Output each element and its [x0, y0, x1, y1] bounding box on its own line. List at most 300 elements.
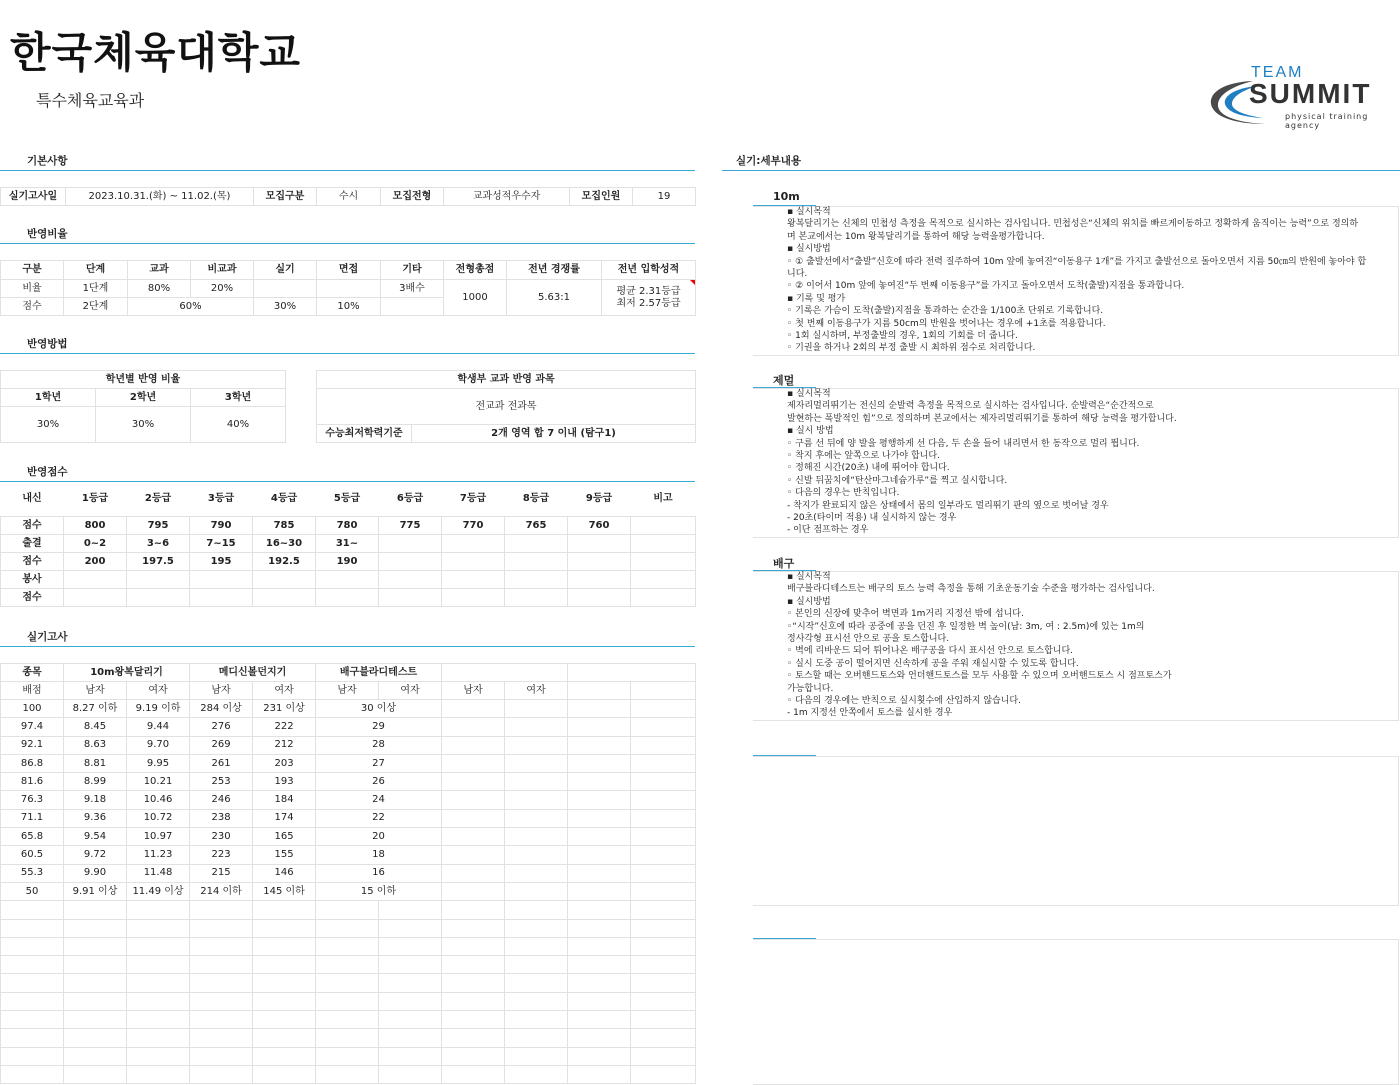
empty-cell: [442, 1047, 505, 1065]
empty-cell: [316, 956, 379, 974]
empty-cell: [505, 809, 568, 827]
detail-title-jump: 제멀: [773, 374, 795, 387]
score-cell: 16~30: [253, 535, 316, 553]
score-cell: [505, 535, 568, 553]
score-row-label: 점수: [1, 517, 64, 535]
empty-cell: [190, 1047, 253, 1065]
score-cell: 785: [253, 517, 316, 535]
practical-cell: 30 이상: [316, 700, 442, 718]
section-divider: [0, 170, 695, 171]
empty-cell: [190, 937, 253, 955]
practical-cell: 214 이하: [190, 882, 253, 900]
empty-cell: [316, 1011, 379, 1029]
detail-line: 왕복달리기는 신체의 민첩성 측정을 목적으로 실시하는 검사입니다. 민첩성은“신체의 위치를 빠르게이동하고 정확하게 움직이는 능력”으로 정의하: [787, 219, 1359, 230]
empty-cell: [253, 1011, 316, 1029]
practical-cell: 222: [253, 718, 316, 736]
empty-row: [1, 1065, 696, 1083]
empty-cell: [631, 736, 696, 754]
ratio-header: 비교과: [191, 261, 254, 280]
grade-label: 3학년: [191, 389, 286, 407]
practical-cell: 27: [316, 754, 442, 772]
empty-cell: [442, 956, 505, 974]
practical-cell: 9.95: [127, 754, 190, 772]
empty-row: [1, 1047, 696, 1065]
score-header: 3등급: [207, 492, 235, 504]
score-header: 5등급: [333, 492, 361, 504]
subject-value: 전교과 전과목: [317, 389, 696, 425]
practical-cell: 10.46: [127, 791, 190, 809]
csat-label: 수능최저학력기준: [317, 425, 412, 443]
practical-cell: 9.44: [127, 718, 190, 736]
gender-label: 여자: [253, 682, 316, 700]
empty-cell: [568, 754, 631, 772]
detail-title-volleyball: 배구: [773, 557, 795, 570]
ratio-table: [0, 260, 696, 316]
score-cell: [316, 589, 379, 607]
score-row: [1, 553, 696, 571]
empty-cell: [379, 1047, 442, 1065]
practical-row: [1, 700, 696, 718]
score-cell: 192.5: [253, 553, 316, 571]
empty-cell: [379, 992, 442, 1010]
ratio-cell: [381, 298, 444, 316]
practical-score: 50: [1, 882, 64, 900]
empty-cell: [631, 809, 696, 827]
empty-cell: [127, 1011, 190, 1029]
ratio-header: 전형총점: [444, 261, 507, 280]
event-label: 종목: [1, 664, 64, 682]
score-cell: [64, 571, 127, 589]
score-cell: [568, 571, 631, 589]
total-score: 1000: [444, 280, 507, 316]
admission-grade-avg: 평균 2.31등급: [616, 285, 681, 297]
empty-cell: [442, 846, 505, 864]
practical-cell: 212: [253, 736, 316, 754]
detail-line: ◦ 신발 뒤꿈치에“탄산마그네슘가루”를 찍고 실시합니다.: [787, 475, 1008, 486]
score-cell: [442, 571, 505, 589]
admission-type-label: 모집전형: [381, 188, 444, 206]
detail-line: ◦ ① 출발선에서“출발”신호에 따라 전력 질주하여 10m 앞에 놓여진“이동용구 1개”를 가지고 출발선으로 돌아오면서 지름 50㎝의 반원에 놓아야 합: [787, 256, 1367, 267]
practical-cell: 26: [316, 773, 442, 791]
empty-cell: [127, 1047, 190, 1065]
practical-cell: 9.70: [127, 736, 190, 754]
detail-line: - 착지가 완료되지 않은 상태에서 몸의 일부라도 멀리뛰기 판의 옆으로 벗어날 경우: [787, 500, 1109, 511]
empty-row: [1, 1029, 696, 1047]
empty-cell: [631, 700, 696, 718]
empty-cell: [631, 754, 696, 772]
practical-cell: 11.49 이상: [127, 882, 190, 900]
empty-cell: [190, 956, 253, 974]
empty-cell: [1, 937, 64, 955]
score-row-label: 봉사: [1, 571, 64, 589]
empty-cell: [379, 1029, 442, 1047]
section-title-score: 반영점수: [27, 466, 68, 478]
score-row: [1, 535, 696, 553]
practical-cell: 238: [190, 809, 253, 827]
practical-score: 92.1: [1, 736, 64, 754]
score-header: 7등급: [459, 492, 487, 504]
empty-cell: [568, 664, 696, 682]
detail-line: ◦ 실시 도중 공이 떨어지면 신속하게 공을 주워 재실시할 수 있도록 합니다.: [787, 658, 1079, 669]
empty-cell: [379, 901, 442, 919]
empty-cell: [1, 919, 64, 937]
score-cell: [253, 571, 316, 589]
empty-cell: [190, 901, 253, 919]
detail-line: ▪ 실시방법: [787, 244, 831, 255]
practical-cell: 261: [190, 754, 253, 772]
score-header: 내신: [22, 492, 42, 504]
empty-cell: [64, 956, 127, 974]
empty-cell: [568, 882, 631, 900]
empty-cell: [127, 1065, 190, 1083]
empty-row: [1, 919, 696, 937]
practical-row: [1, 754, 696, 772]
ratio-header: 면접: [317, 261, 381, 280]
score-cell: [190, 571, 253, 589]
empty-cell: [505, 974, 568, 992]
detail-line: ◦ 구름 선 뒤에 양 발을 평행하게 선 다음, 두 손을 들어 내리면서 한 동작으로 멀리 뜁니다.: [787, 438, 1140, 449]
score-header: 1등급: [81, 492, 109, 504]
score-cell: [568, 553, 631, 571]
empty-cell: [1, 1029, 64, 1047]
grade-value: 30%: [1, 407, 96, 443]
empty-cell: [316, 1065, 379, 1083]
practical-cell: 10.97: [127, 828, 190, 846]
empty-cell: [379, 956, 442, 974]
empty-row: [1, 937, 696, 955]
section-title-ratio: 반영비율: [27, 228, 68, 240]
empty-row: [1, 992, 696, 1010]
empty-cell: [505, 1011, 568, 1029]
empty-cell: [64, 1011, 127, 1029]
empty-cell: [568, 736, 631, 754]
practical-cell: 284 이상: [190, 700, 253, 718]
empty-cell: [568, 718, 631, 736]
recruit-type-value: 수시: [317, 188, 381, 206]
section-divider: [722, 170, 1400, 171]
score-cell: 3~6: [127, 535, 190, 553]
practical-cell: 8.99: [64, 773, 127, 791]
section-divider: [0, 481, 695, 482]
ratio-header: 단계: [64, 261, 128, 280]
detail-line: 니다.: [787, 269, 808, 280]
score-cell: [253, 589, 316, 607]
score-cell: 760: [568, 517, 631, 535]
empty-cell: [1, 974, 64, 992]
empty-cell: [505, 919, 568, 937]
detail-line: 배구블라디테스트는 배구의 토스 능력 측정을 통해 기초운동기술 수준을 평가하는 검사입니다.: [787, 584, 1155, 595]
practical-cell: 9.72: [64, 846, 127, 864]
ratio-header: 실기: [254, 261, 317, 280]
empty-cell: [631, 682, 696, 700]
ratio-header: 전년 경쟁률: [507, 261, 602, 280]
score-header: 9등급: [585, 492, 613, 504]
practical-cell: 24: [316, 791, 442, 809]
practical-cell: 155: [253, 846, 316, 864]
empty-cell: [190, 1011, 253, 1029]
empty-cell: [64, 974, 127, 992]
practical-cell: 165: [253, 828, 316, 846]
empty-cell: [316, 937, 379, 955]
practical-row: [1, 882, 696, 900]
empty-cell: [1, 1011, 64, 1029]
empty-cell: [190, 919, 253, 937]
empty-cell: [442, 882, 505, 900]
score-cell: [442, 589, 505, 607]
grade-ratio-header: 학년별 반영 비율: [1, 371, 286, 389]
section-divider: [0, 353, 695, 354]
practical-cell: 8.27 이하: [64, 700, 127, 718]
comment-marker-icon: [690, 280, 695, 285]
department-name: 특수체육교육과: [36, 91, 145, 110]
ratio-header: 기타: [381, 261, 444, 280]
section-title-details: 실기:세부내용: [736, 155, 802, 167]
page-title: 한국체육대학교: [10, 28, 302, 77]
empty-cell: [253, 956, 316, 974]
detail-line: ▪ 실시목적: [787, 572, 831, 582]
empty-cell: [505, 754, 568, 772]
detail-text-volleyball: [787, 571, 1397, 720]
practical-score: 55.3: [1, 864, 64, 882]
empty-cell: [631, 1029, 696, 1047]
score-cell: [442, 553, 505, 571]
empty-cell: [568, 1011, 631, 1029]
practical-cell: 9.19 이하: [127, 700, 190, 718]
detail-line: 며 본교에서는 10m 왕복달리기를 통하여 해당 능력을평가합니다.: [787, 231, 1045, 242]
ratio-header: 교과: [128, 261, 191, 280]
empty-cell: [631, 846, 696, 864]
ratio-cell: 20%: [191, 280, 254, 298]
detail-line: 발현하는 폭발적인 힘”으로 정의하며 본교에서는 제자리멀리뛰기를 통하여 해당 능력을 평가합니다.: [787, 413, 1177, 424]
practical-score: 76.3: [1, 791, 64, 809]
admission-grade-min: 최저 2.57등급: [616, 297, 681, 309]
score-cell: [505, 571, 568, 589]
detail-line: ▪ 기록 및 평가: [787, 293, 846, 304]
empty-cell: [379, 937, 442, 955]
empty-cell: [1, 901, 64, 919]
empty-cell: [190, 974, 253, 992]
detail-line: ◦ 벽에 리바운드 되어 튀어나온 배구공을 다시 표시선 안으로 토스합니다.: [787, 646, 1074, 657]
practical-cell: 246: [190, 791, 253, 809]
empty-cell: [442, 828, 505, 846]
score-cell: [631, 553, 696, 571]
practical-score: 65.8: [1, 828, 64, 846]
score-cell: [127, 571, 190, 589]
empty-cell: [316, 901, 379, 919]
detail-line: 정사각형 표시선 안으로 공을 토스합니다.: [787, 634, 950, 645]
empty-cell: [379, 1065, 442, 1083]
ratio-cell: 30%: [254, 298, 317, 316]
section-divider: [0, 646, 695, 647]
ratio-cell: 60%: [128, 298, 254, 316]
empty-cell: [568, 919, 631, 937]
gender-label: 여자: [379, 682, 442, 700]
empty-cell: [568, 1047, 631, 1065]
logo-tagline: physical training agency: [1285, 112, 1369, 130]
detail-line: - 이단 점프하는 경우: [787, 525, 869, 536]
practical-cell: 10.72: [127, 809, 190, 827]
score-cell: 800: [64, 517, 127, 535]
empty-cell: [64, 1047, 127, 1065]
detail-line: ◦ ② 이어서 10m 앞에 놓여진“두 번째 이동용구”를 가지고 돌아오면서 도착(출발)지점을 통과합니다.: [787, 281, 1185, 292]
empty-cell: [64, 919, 127, 937]
empty-cell: [505, 1029, 568, 1047]
empty-cell: [442, 937, 505, 955]
quota-value: 19: [633, 188, 696, 206]
empty-cell: [505, 791, 568, 809]
empty-cell: [253, 1047, 316, 1065]
empty-cell: [568, 937, 631, 955]
section-title-practical: 실기고사: [27, 631, 68, 643]
practical-cell: 9.91 이상: [64, 882, 127, 900]
practical-cell: 8.81: [64, 754, 127, 772]
score-label: 배점: [1, 682, 64, 700]
team-summit-logo: [1205, 64, 1400, 130]
empty-cell: [568, 682, 631, 700]
spacer: [1, 509, 696, 517]
empty-cell: [568, 992, 631, 1010]
empty-cell: [379, 1011, 442, 1029]
empty-cell: [568, 901, 631, 919]
empty-row: [1, 956, 696, 974]
event-name: 10m왕복달리기: [64, 664, 190, 682]
detail-box-empty: [753, 939, 1399, 1085]
score-header: 2등급: [144, 492, 172, 504]
empty-cell: [631, 1011, 696, 1029]
ratio-cell: 점수: [1, 298, 64, 316]
gender-label: 여자: [505, 682, 568, 700]
detail-line: ◦ 착지 후에는 앞쪽으로 나가야 합니다.: [787, 451, 940, 462]
practical-cell: 215: [190, 864, 253, 882]
score-cell: [631, 517, 696, 535]
gender-label: 남자: [64, 682, 127, 700]
score-cell: [127, 589, 190, 607]
score-cell: 765: [505, 517, 568, 535]
practical-cell: 8.45: [64, 718, 127, 736]
ratio-header: 전년 입학성적: [602, 261, 696, 280]
practical-cell: 9.18: [64, 791, 127, 809]
empty-row: [1, 901, 696, 919]
practical-cell: 184: [253, 791, 316, 809]
empty-cell: [379, 919, 442, 937]
score-cell: 775: [379, 517, 442, 535]
empty-cell: [568, 773, 631, 791]
score-cell: 31~: [316, 535, 379, 553]
empty-cell: [64, 901, 127, 919]
practical-cell: 16: [316, 864, 442, 882]
empty-row: [1, 1011, 696, 1029]
logo-summit-text: SUMMIT: [1249, 78, 1372, 109]
empty-cell: [568, 700, 631, 718]
practical-cell: 276: [190, 718, 253, 736]
score-header: 비고: [653, 492, 673, 504]
score-header: 8등급: [522, 492, 550, 504]
empty-cell: [631, 956, 696, 974]
empty-cell: [631, 974, 696, 992]
detail-line: ◦ 다음의 경우는 반칙입니다.: [787, 488, 900, 499]
detail-line: ▪ 실시방법: [787, 596, 831, 607]
empty-cell: [505, 901, 568, 919]
empty-cell: [127, 992, 190, 1010]
score-cell: [568, 589, 631, 607]
practical-row: [1, 828, 696, 846]
empty-cell: [505, 956, 568, 974]
empty-cell: [442, 1029, 505, 1047]
detail-line: ◦“시작”신호에 따라 공중에 공을 던진 후 일정한 벽 높이(남: 3m, 여 : 2.5m)에 있는 1m의: [787, 621, 1145, 632]
subject-header: 학생부 교과 반영 과목: [317, 371, 696, 389]
detail-line: ▪ 실시 방법: [787, 426, 834, 437]
grade-value: 40%: [191, 407, 286, 443]
empty-cell: [505, 1065, 568, 1083]
score-cell: 195: [190, 553, 253, 571]
score-cell: [190, 589, 253, 607]
score-table: [0, 488, 696, 607]
empty-cell: [442, 809, 505, 827]
empty-cell: [505, 736, 568, 754]
empty-cell: [568, 828, 631, 846]
empty-cell: [127, 919, 190, 937]
practical-score: 97.4: [1, 718, 64, 736]
empty-cell: [1, 1047, 64, 1065]
empty-cell: [505, 864, 568, 882]
score-cell: 795: [127, 517, 190, 535]
admission-type-value: 교과성적우수자: [444, 188, 570, 206]
practical-cell: 145 이하: [253, 882, 316, 900]
ratio-cell: 80%: [128, 280, 191, 298]
practical-score: 100: [1, 700, 64, 718]
detail-line: ◦ 기록은 가슴이 도착(출발)지점을 통과하는 순간을 1/100초 단위로 기록합니다.: [787, 306, 1104, 317]
empty-cell: [190, 1029, 253, 1047]
empty-cell: [631, 1065, 696, 1083]
score-cell: [442, 535, 505, 553]
empty-cell: [442, 901, 505, 919]
empty-cell: [1, 1065, 64, 1083]
empty-cell: [379, 974, 442, 992]
score-header: 6등급: [396, 492, 424, 504]
grade-value: 30%: [96, 407, 191, 443]
practical-row: [1, 773, 696, 791]
ratio-cell: 2단계: [64, 298, 128, 316]
admission-grade: [602, 280, 696, 316]
empty-cell: [442, 773, 505, 791]
empty-cell: [568, 809, 631, 827]
empty-cell: [631, 718, 696, 736]
empty-cell: [442, 791, 505, 809]
event-name: 배구블라디테스트: [316, 664, 442, 682]
detail-line: ◦ 정해진 시간(20초) 내에 뛰어야 합니다.: [787, 463, 950, 474]
empty-cell: [442, 1065, 505, 1083]
detail-line: - 1m 지정선 안쪽에서 토스를 실시한 경우: [787, 708, 953, 719]
practical-score: 71.1: [1, 809, 64, 827]
empty-cell: [568, 846, 631, 864]
score-cell: 190: [316, 553, 379, 571]
empty-cell: [442, 1011, 505, 1029]
ratio-cell: 비율: [1, 280, 64, 298]
empty-cell: [505, 700, 568, 718]
empty-cell: [568, 1065, 631, 1083]
detail-line: ▪ 실시목적: [787, 207, 831, 217]
empty-cell: [127, 901, 190, 919]
empty-cell: [568, 956, 631, 974]
score-cell: [64, 589, 127, 607]
empty-cell: [253, 974, 316, 992]
empty-cell: [127, 974, 190, 992]
score-row: [1, 589, 696, 607]
practical-row: [1, 809, 696, 827]
empty-cell: [1, 992, 64, 1010]
competition-rate: 5.63:1: [507, 280, 602, 316]
empty-cell: [253, 1065, 316, 1083]
